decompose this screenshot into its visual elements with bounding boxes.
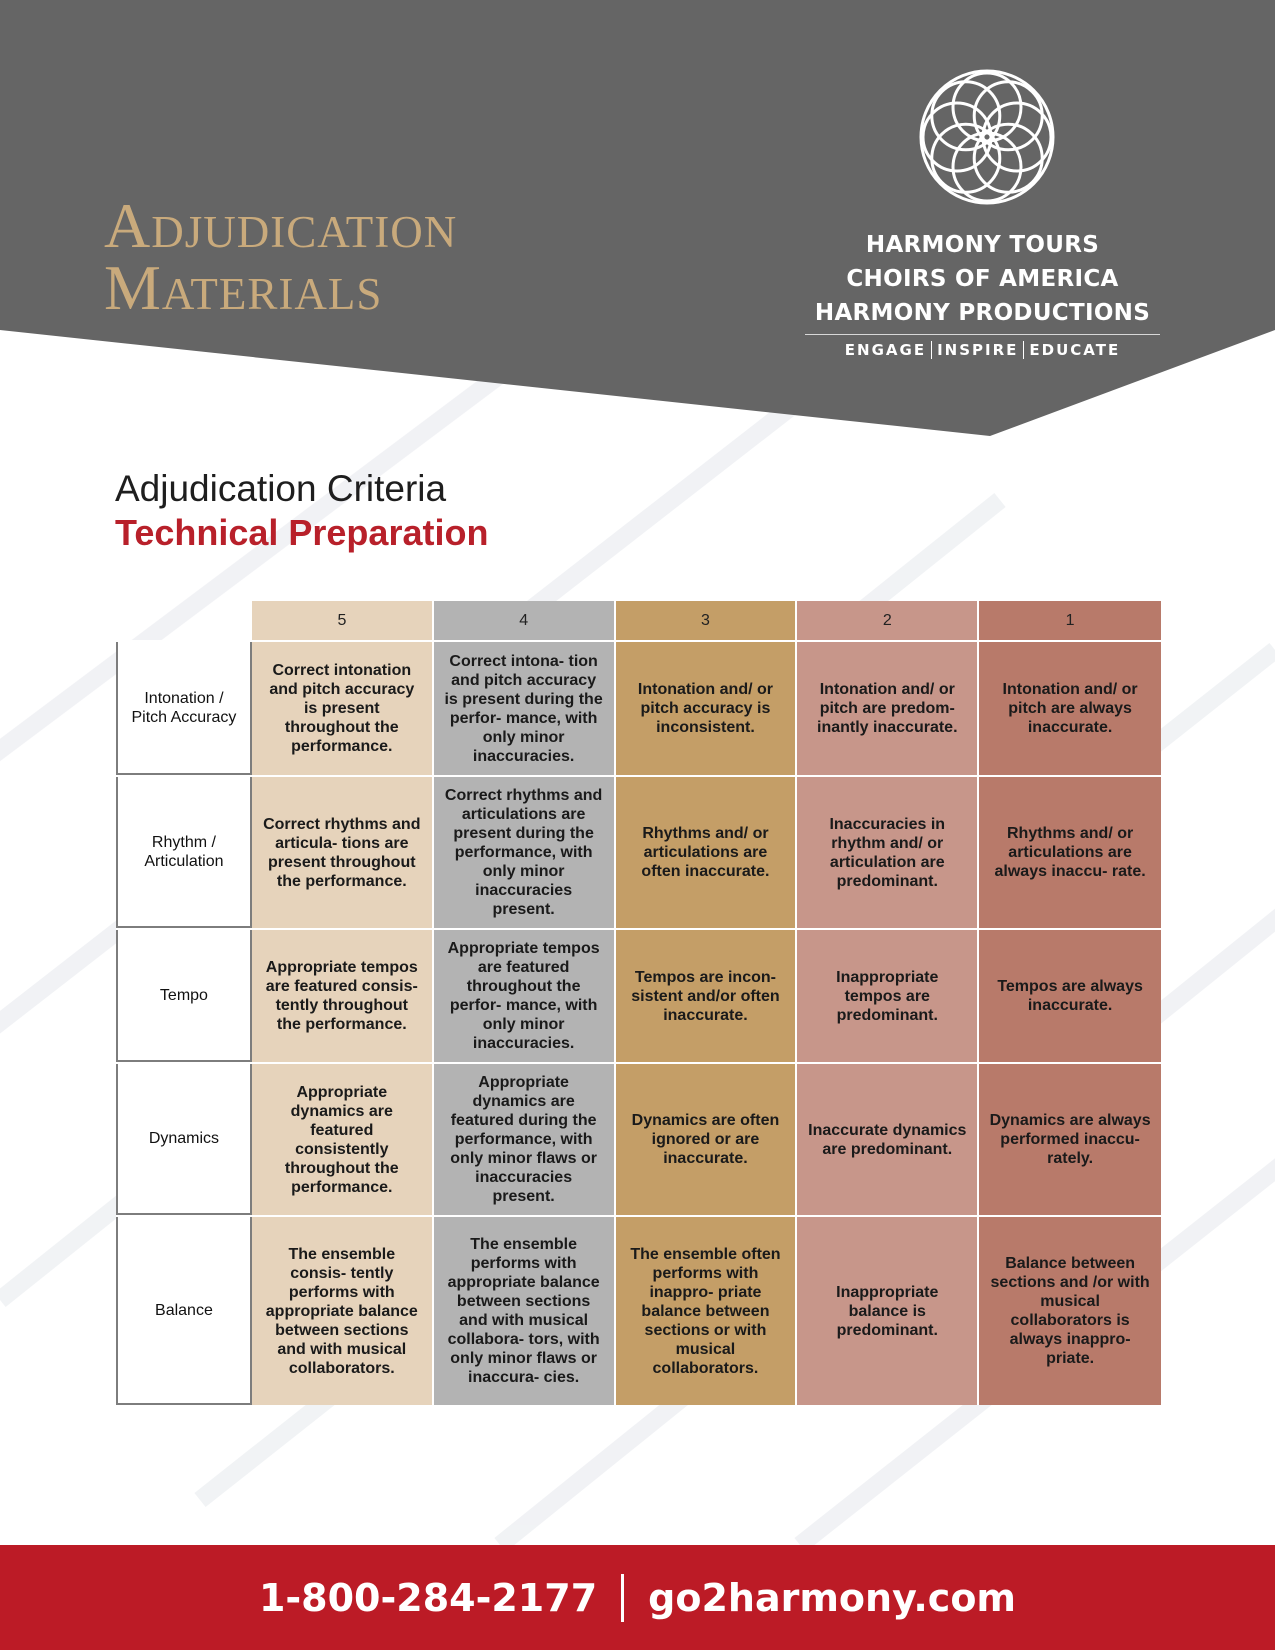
brand-tagline	[805, 341, 1160, 359]
rubric-cell: Balance between sections and /or with musical collaborators is always inappro- priate.	[979, 1217, 1161, 1405]
rubric-row-rhythm	[116, 775, 1161, 928]
rubric-cell: Intonation and/ or pitch are predom- inantly inaccurate.	[797, 642, 979, 775]
website-link[interactable]: go2harmony.com	[648, 1575, 1017, 1620]
brand-divider	[805, 334, 1160, 335]
score-header: 2	[797, 601, 979, 640]
score-header: 5	[252, 601, 434, 640]
rubric-cell: Tempos are always inaccurate.	[979, 930, 1161, 1062]
brand-name: HARMONY TOURS	[865, 232, 1100, 258]
rubric-cell: Appropriate dynamics are featured during the performance, with only minor flaws or inaccuracies present.	[434, 1064, 616, 1215]
criterion-label: Tempo	[116, 930, 252, 1062]
rubric-cell: Correct rhythms and articula- tions are present throughout the performance.	[252, 777, 434, 928]
criterion-label: Rhythm / Articulation	[116, 777, 252, 928]
rubric-cell: Correct intona- tion and pitch accuracy is present during the perfor- mance, with only minor inaccuracies.	[434, 642, 616, 775]
tagline-word: EDUCATE	[1029, 341, 1121, 359]
tagline-separator	[931, 341, 932, 359]
rubric-cell: Correct intonation and pitch accuracy is present throughout the performance.	[252, 642, 434, 775]
phone-number[interactable]: 1-800-284-2177	[258, 1575, 598, 1620]
score-header: 3	[616, 601, 798, 640]
rubric-cell: Intonation and/ or pitch accuracy is inconsistent.	[616, 642, 798, 775]
knot-logo-icon	[912, 62, 1062, 212]
brand-name: CHOIRS OF AMERICA	[846, 266, 1119, 292]
score-header: 1	[979, 601, 1161, 640]
rubric-cell: Rhythms and/ or articulations are often inaccurate.	[616, 777, 798, 928]
rubric-cell: Inappropriate balance is predominant.	[797, 1217, 979, 1405]
section-heading	[115, 466, 488, 554]
criterion-label: Dynamics	[116, 1064, 252, 1215]
tagline-word: ENGAGE	[844, 341, 927, 359]
rubric-cell: The ensemble often performs with inappro- priate balance between sections or with musical collaborators.	[616, 1217, 798, 1405]
brand-block	[805, 228, 1160, 359]
brand-name: HARMONY PRODUCTIONS	[814, 300, 1151, 326]
rubric-table	[116, 601, 1161, 1405]
rubric-cell: Dynamics are often ignored or are inaccurate.	[616, 1064, 798, 1215]
rubric-cell: Appropriate dynamics are featured consistently throughout the performance.	[252, 1064, 434, 1215]
rubric-cell: Inaccurate dynamics are predominant.	[797, 1064, 979, 1215]
rubric-row-dynamics	[116, 1062, 1161, 1215]
rubric-header-row	[252, 601, 1161, 640]
rubric-cell: Dynamics are always performed inaccu- rately.	[979, 1064, 1161, 1215]
rubric-cell: Correct rhythms and articulations are present during the performance, with only minor inaccuracies present.	[434, 777, 616, 928]
rubric-cell: The ensemble performs with appropriate balance between sections and with musical collabora- tors, with only minor flaws or inaccura- cies.	[434, 1217, 616, 1405]
rubric-cell: Appropriate tempos are featured throughout the perfor- mance, with only minor inaccuracies.	[434, 930, 616, 1062]
rubric-cell: The ensemble consis- tently performs with appropriate balance between sections and with musical collaborators.	[252, 1217, 434, 1405]
criterion-label: Balance	[116, 1217, 252, 1405]
footer-divider	[621, 1574, 624, 1622]
rubric-cell: Appropriate tempos are featured consis- tently throughout the performance.	[252, 930, 434, 1062]
footer-bar	[0, 1545, 1275, 1650]
tagline-word: INSPIRE	[937, 341, 1019, 359]
score-header: 4	[434, 601, 616, 640]
criterion-label: Intonation / Pitch Accuracy	[116, 642, 252, 775]
main-title-line: Adjudication	[104, 190, 458, 261]
rubric-row-intonation	[116, 640, 1161, 775]
main-title	[104, 190, 458, 323]
rubric-row-balance	[116, 1215, 1161, 1405]
rubric-cell: Inappropriate tempos are predominant.	[797, 930, 979, 1062]
section-title: Adjudication Criteria	[115, 468, 447, 509]
rubric-row-tempo	[116, 928, 1161, 1062]
main-title-line: Materials	[104, 252, 383, 323]
section-subtitle: Technical Preparation	[115, 512, 489, 553]
rubric-cell: Inaccuracies in rhythm and/ or articulation are predominant.	[797, 777, 979, 928]
rubric-cell: Intonation and/ or pitch are always inaccurate.	[979, 642, 1161, 775]
rubric-cell: Rhythms and/ or articulations are always inaccu- rate.	[979, 777, 1161, 928]
rubric-cell: Tempos are incon- sistent and/or often inaccurate.	[616, 930, 798, 1062]
tagline-separator	[1023, 341, 1024, 359]
